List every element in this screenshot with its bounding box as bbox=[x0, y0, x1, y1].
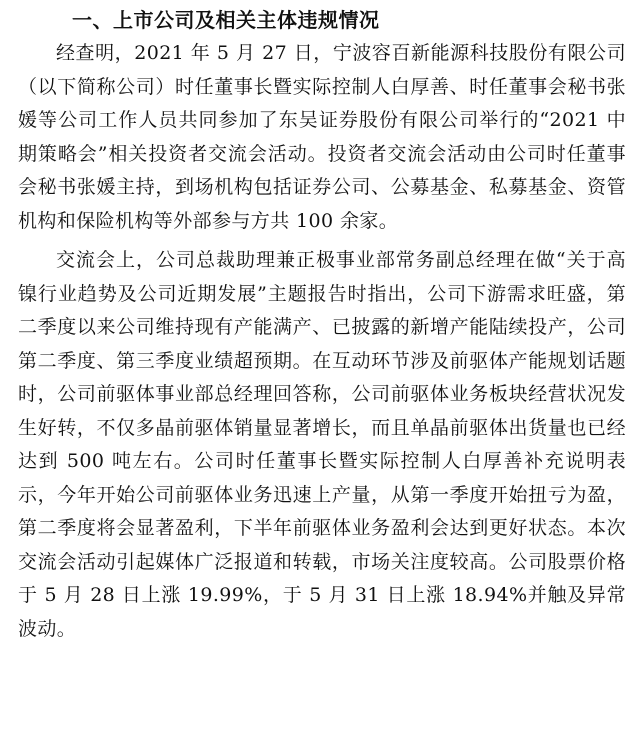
paragraph-exchange-meeting: 交流会上，公司总裁助理兼正极事业部常务副总经理在做“关于高镍行业趋势及公司近期发展”主题报告时指出，公司下游需求旺盛，第二季度以来公司维持现有产能满产、已披露的新增产能陆续投产，公司第二季度、第三季度业绩超预期。在互动环节涉及前驱体产能规划话题时，公司前驱体事业部总经理回答称，公司前驱体业务板块经营状况发生好转，不仅多晶前驱体销量显著增长，而且单晶前驱体出货量也已经达到 500 吨左右。公司时任董事长暨实际控制人白厚善补充说明表示，今年开始公司前驱体业务迅速上产量，从第一季度开始扭亏为盈，第二季度将会显著盈利，下半年前驱体业务盈利会达到更好状态。本次交流会活动引起媒体广泛报道和转载，市场关注度较高。公司股票价格于 5 月 28 日上涨 19.99%，于 5 月 31 日上涨 18.94%并触及异常波动。 bbox=[18, 249, 626, 640]
section-heading: 一、上市公司及相关主体违规情况 bbox=[72, 8, 380, 32]
paragraph-violation-facts: 经查明，2021 年 5 月 27 日，宁波容百新能源科技股份有限公司（以下简称公司）时任董事长暨实际控制人白厚善、时任董事会秘书张媛等公司工作人员共同参加了东吴证券股份有限公司举行的“2021 中期策略会”相关投资者交流会活动。投资者交流会活动由公司时任董事会秘书张媛主持，到场机构包括证券公司、公募基金、私募基金、资管机构和保险机构等外部参与方共 100 余家。 bbox=[18, 42, 626, 232]
